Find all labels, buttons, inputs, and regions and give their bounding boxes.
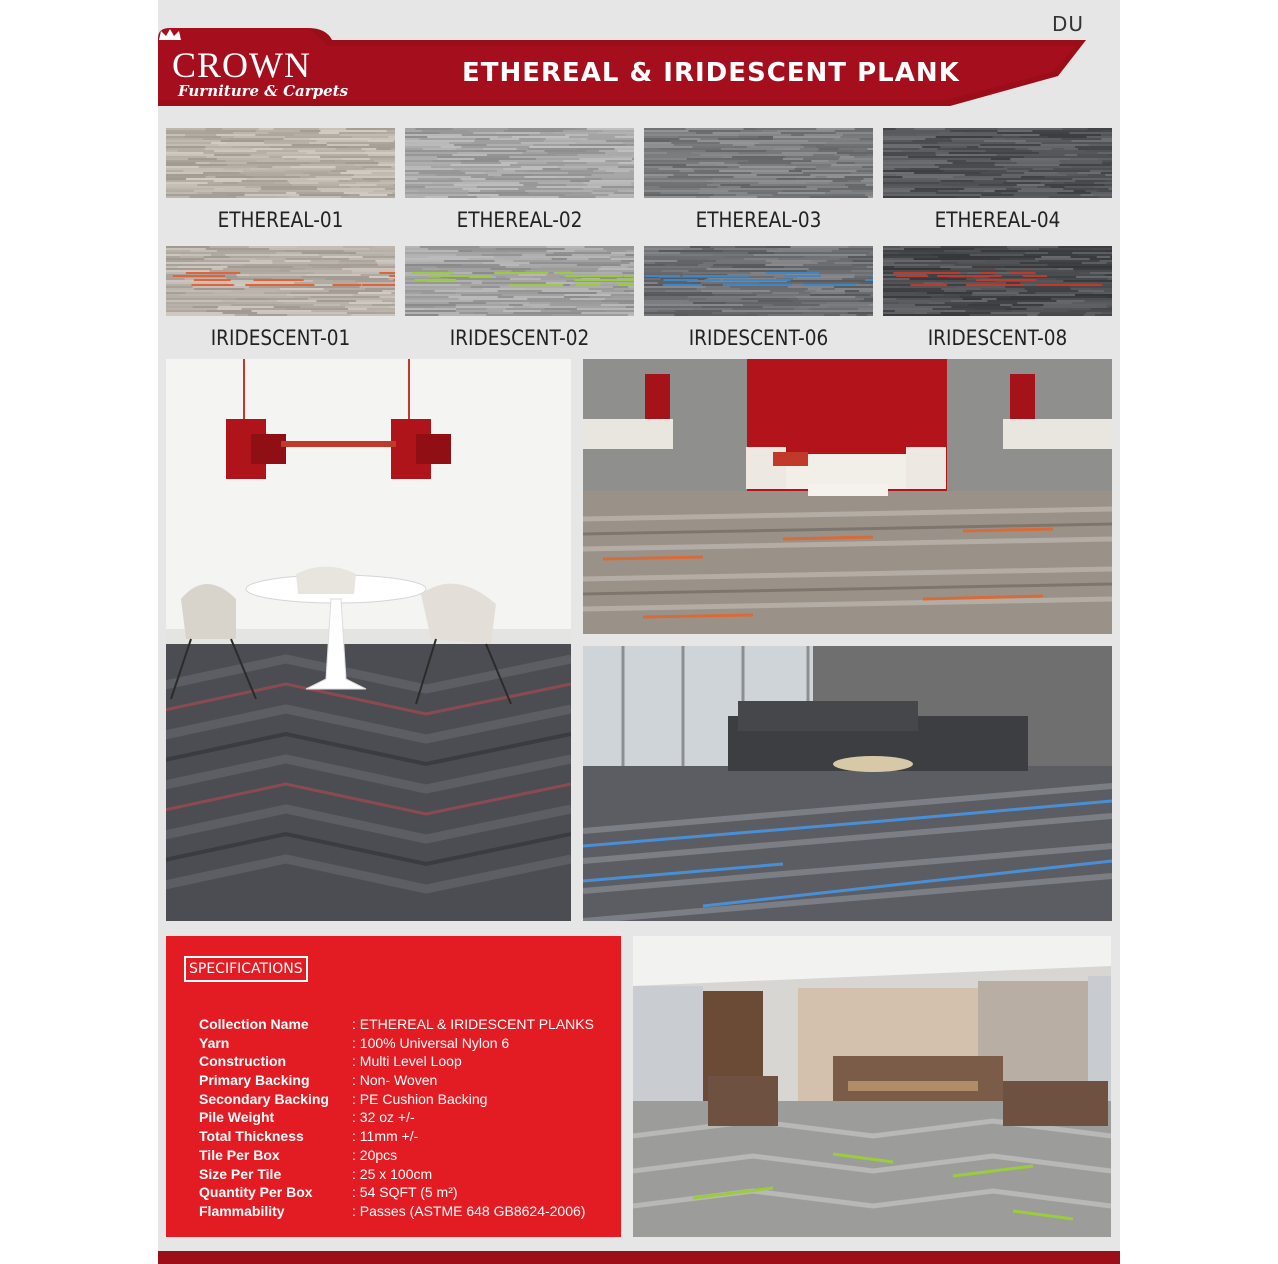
spec-key: Construction bbox=[199, 1053, 287, 1070]
swatch-label: ETHEREAL-02 bbox=[456, 208, 583, 232]
swatch-ethereal-01 bbox=[166, 128, 395, 246]
swatch-label: ETHEREAL-01 bbox=[217, 208, 344, 232]
product-code: DU bbox=[1051, 12, 1084, 36]
spec-key: Size Per Tile bbox=[199, 1165, 282, 1182]
room-photo-grey-lounge bbox=[583, 646, 1112, 921]
spec-row bbox=[199, 1108, 594, 1127]
spec-value: : ETHEREAL & IRIDESCENT PLANKS bbox=[352, 1016, 594, 1032]
swatch-tile bbox=[883, 246, 1112, 316]
swatch-tile bbox=[405, 128, 634, 198]
spec-row bbox=[199, 1146, 594, 1165]
swatch-ethereal-03 bbox=[644, 128, 873, 246]
swatch-tile bbox=[166, 128, 395, 198]
spec-value: : Non- Woven bbox=[352, 1072, 438, 1089]
swatch-ethereal-04 bbox=[883, 128, 1112, 246]
swatch-tile bbox=[644, 246, 873, 316]
swatch-row-iridescent bbox=[166, 246, 1112, 364]
specifications-list bbox=[199, 1015, 594, 1221]
swatch-tile bbox=[883, 128, 1112, 198]
spec-key: Pile Weight bbox=[199, 1109, 275, 1126]
spec-value: : 20pcs bbox=[352, 1146, 398, 1163]
spec-value: : 54 SQFT (5 m²) bbox=[352, 1184, 458, 1201]
spec-value: : PE Cushion Backing bbox=[352, 1090, 488, 1107]
spec-row bbox=[199, 1071, 594, 1090]
brand-tagline: Furniture & Carpets bbox=[178, 82, 349, 100]
crown-icon bbox=[158, 28, 182, 42]
swatch-iridescent-02 bbox=[405, 246, 634, 364]
swatch-iridescent-06 bbox=[644, 246, 873, 364]
spec-value: : 11mm +/- bbox=[352, 1128, 419, 1145]
spec-value: : 25 x 100cm bbox=[352, 1165, 433, 1182]
brand-logo: CROWN bbox=[172, 45, 311, 85]
swatch-row-ethereal bbox=[166, 128, 1112, 246]
spec-row bbox=[199, 1165, 594, 1184]
room-photo-office-lounge bbox=[633, 936, 1111, 1237]
swatch-ethereal-02 bbox=[405, 128, 634, 246]
spec-value: : 32 oz +/- bbox=[352, 1109, 415, 1126]
swatch-label: IRIDESCENT-06 bbox=[688, 326, 829, 350]
spec-key: Yarn bbox=[199, 1034, 230, 1051]
catalog-sheet bbox=[158, 0, 1120, 1264]
spec-key: Primary Backing bbox=[199, 1072, 310, 1089]
spec-row bbox=[199, 1090, 594, 1109]
spec-value: : Multi Level Loop bbox=[352, 1053, 462, 1070]
room-photo-dining bbox=[166, 359, 571, 921]
specifications-panel bbox=[166, 936, 621, 1237]
swatch-label: IRIDESCENT-01 bbox=[210, 326, 351, 350]
footer-bar bbox=[158, 1251, 1120, 1264]
spec-row bbox=[199, 1034, 594, 1053]
swatch-label: IRIDESCENT-08 bbox=[927, 326, 1068, 350]
header-banner bbox=[158, 28, 1120, 110]
spec-key: Quantity Per Box bbox=[199, 1184, 313, 1201]
swatch-tile bbox=[166, 246, 395, 316]
spec-key: Secondary Backing bbox=[199, 1090, 329, 1107]
swatch-grid bbox=[166, 128, 1112, 364]
swatch-tile bbox=[405, 246, 634, 316]
spec-row bbox=[199, 1052, 594, 1071]
spec-key: Flammability bbox=[199, 1202, 285, 1219]
spec-row bbox=[199, 1202, 594, 1221]
swatch-label: ETHEREAL-04 bbox=[934, 208, 1061, 232]
swatch-label: ETHEREAL-03 bbox=[695, 208, 822, 232]
specifications-heading: SPECIFICATIONS bbox=[184, 956, 308, 982]
spec-row bbox=[199, 1127, 594, 1146]
swatch-tile bbox=[644, 128, 873, 198]
spec-row bbox=[199, 1183, 594, 1202]
spec-row bbox=[199, 1015, 594, 1034]
page-title: ETHEREAL & IRIDESCENT PLANK bbox=[462, 58, 960, 88]
spec-key: Total Thickness bbox=[199, 1128, 304, 1145]
swatch-iridescent-08 bbox=[883, 246, 1112, 364]
swatch-iridescent-01 bbox=[166, 246, 395, 364]
spec-key: Collection Name bbox=[199, 1016, 309, 1032]
spec-value: : Passes (ASTME 648 GB8624-2006) bbox=[352, 1202, 586, 1219]
spec-key: Tile Per Box bbox=[199, 1146, 280, 1163]
spec-value: : 100% Universal Nylon 6 bbox=[352, 1034, 510, 1051]
room-photo-red-lounge bbox=[583, 359, 1112, 634]
swatch-label: IRIDESCENT-02 bbox=[449, 326, 590, 350]
